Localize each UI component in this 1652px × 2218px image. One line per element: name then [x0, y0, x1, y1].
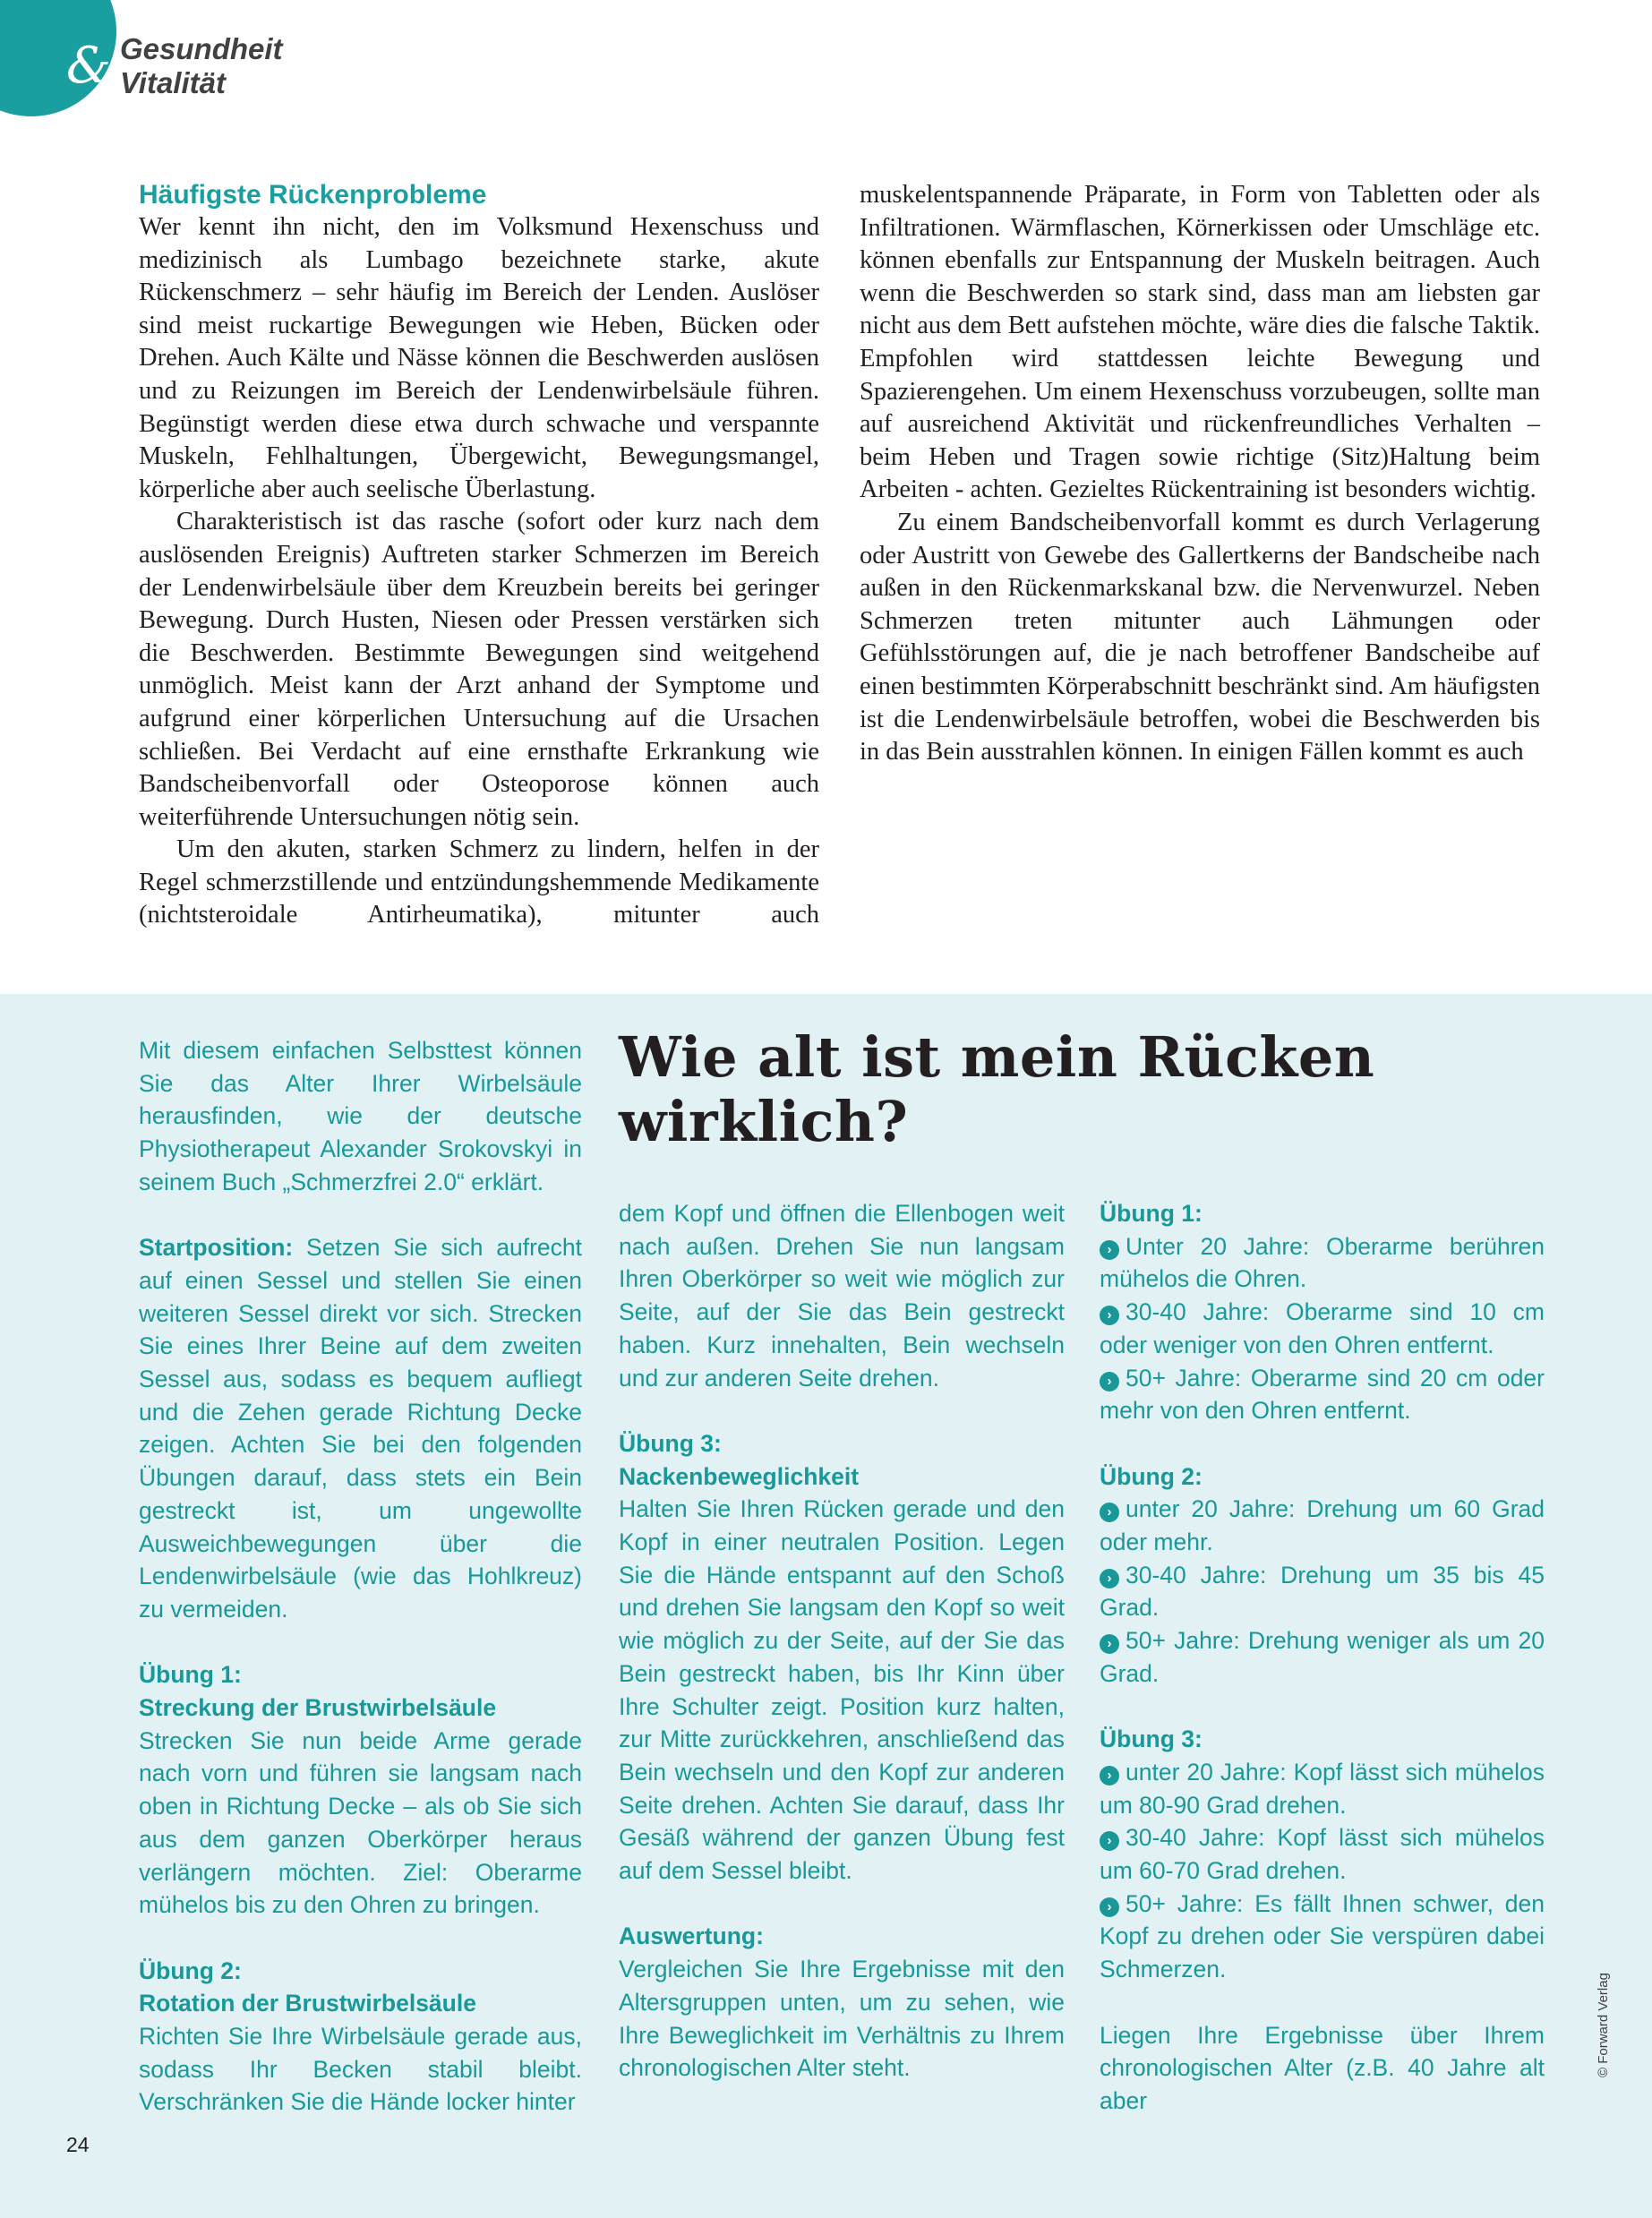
- result-item-text: 30-40 Jahre: Drehung um 35 bis 45 Grad.: [1100, 1561, 1545, 1622]
- exercise-1-text: Strecken Sie nun beide Arme gerade nach vorn und führen sie langsam nach oben in Richtung Decke – als ob Sie sich aus dem ganzen Oberkörper heraus verlängern möchten. Ziel: Oberarme mühelos bis zu den Ohren zu bringen.: [139, 1726, 582, 1919]
- start-position-text: Setzen Sie sich aufrecht auf einen Sessel und stellen Sie einen weiteren Sessel direkt vor sich. Strecken Sie eines Ihrer Beine auf dem zweiten Sessel aus, sodass es bequem aufliegt und die Zehen gerade Richtung Decke zeigen. Achten Sie bei den folgenden Übungen darauf, dass stets ein Bein gestreckt ist, um ungewollte Ausweichbewegungen über die Lendenwirbelsäule (wie das Hohlkreuz) zu vermeiden.: [139, 1234, 582, 1623]
- exercise-2-text: Richten Sie Ihre Wirbelsäule gerade aus, sodass Ihr Becken stabil bleibt. Verschränken Sie die Hände locker hinter: [139, 2023, 582, 2116]
- result-item: [1100, 1821, 1545, 1887]
- result-group: [1100, 1197, 1545, 1427]
- chevron-right-circle-icon: ›: [1100, 1306, 1119, 1325]
- chevron-right-circle-icon: ›: [1100, 1372, 1119, 1392]
- article-paragraph: Wer kennt ihn nicht, den im Volksmund Hexenschuss und medizinisch als Lumbago bezeichnete starke, akute Rückenschmerz – sehr häufig im Bereich der Lenden. Auslöser sind meist ruckartige Bewegungen wie Heben, Bücken oder Drehen. Auch Kälte und Nässe können die Beschwerden auslösen und zu Reizungen im Bereich der Lendenwirbelsäule führen. Begünstigt werden diese etwa durch schwache und verspannte Muskeln, Fehlhaltungen, Übergewicht, Bewegungsmangel, körperliche aber auch seelische Überlastung.: [139, 213, 819, 503]
- article-paragraph: Um den akuten, starken Schmerz zu lindern, helfen in der Regel schmerzstillende und entzündungshemmende Medikamente (nichtsteroidale Antirheumatika), mitunter auch muskelentspannende Präparate, in Form von Tabletten oder als Infiltrationen. Wärmflaschen, Körnerkissen oder Umschläge etc. können ebenfalls zur Entspannung der Muskeln beitragen. Auch wenn die Beschwerden so stark sind, dass man am liebsten gar nicht aus dem Bett aufstehen möchte, wäre dies die falsche Taktik. Empfohlen wird stattdessen leichte Bewegung und Spazierengehen. Um einem Hexenschuss vorzubeugen, sollte man auf ausreichend Aktivität und rückenfreundliches Verhalten – beim Heben und Tragen sowie richtige (Sitz)Haltung beim Arbeiten - achten. Gezieltes Rückentraining ist besonders wichtig.: [139, 181, 1540, 929]
- exercise-2-title: Rotation der Brustwirbelsäule: [139, 1990, 476, 2017]
- result-item: [1100, 1296, 1545, 1361]
- chevron-right-circle-icon: ›: [1100, 1634, 1119, 1654]
- result-item-text: 30-40 Jahre: Oberarme sind 10 cm oder weniger von den Ohren entfernt.: [1100, 1298, 1545, 1358]
- closing-text: Liegen Ihre Ergebnisse über Ihrem chronologischen Alter (z.B. 40 Jahre alt aber: [1100, 2021, 1545, 2114]
- result-item: [1100, 1362, 1545, 1427]
- exercise-3-title: Nackenbeweglichkeit: [619, 1462, 860, 1490]
- exercise-1-title: Streckung der Brustwirbelsäule: [139, 1694, 497, 1722]
- self-test-title: Wie alt ist mein Rücken wirklich?: [619, 1024, 1375, 1154]
- article-paragraph: Zu einem Bandscheibenvorfall kommt es durch Verlagerung oder Austritt von Gewebe des Gallertkerns der Bandscheibe nach außen in den Rückenmarkskanal bzw. die Nervenwurzel. Neben Schmerzen treten mitunter auch Lähmungen oder Gefühlsstörungen auf, die je nach betroffener Bandscheibe auf einen bestimmten Körperabschnitt beschränkt sind. Am häufigsten ist die Lendenwirbelsäule betroffen, wobei die Beschwerden bis in das Bein ausstrahlen können. In einigen Fällen kommt es auch: [860, 508, 1540, 766]
- start-position: [139, 1231, 582, 1625]
- exercise-1-label: Übung 1:: [139, 1661, 242, 1689]
- copyright-notice: © Forward Verlag: [1596, 1973, 1611, 2077]
- result-group: [1100, 1723, 1545, 1986]
- result-group-label: Übung 1:: [1100, 1200, 1203, 1227]
- self-test-column-3: [1100, 1197, 1545, 2118]
- result-item: [1100, 1559, 1545, 1624]
- result-item-text: unter 20 Jahre: Drehung um 60 Grad oder mehr.: [1100, 1495, 1545, 1556]
- exercise-3: [619, 1427, 1065, 1888]
- exercise-2-label: Übung 2:: [139, 1957, 242, 1984]
- chevron-right-circle-icon: ›: [1100, 1503, 1119, 1522]
- exercise-2-continued: dem Kopf und öffnen die Ellenbogen weit nach außen. Drehen Sie nun langsam Ihren Oberkörper so weit wie möglich zur Seite, auf der Sie das Bein gestreckt haben. Kurz innehalten, Bein wechseln und zur anderen Seite drehen.: [619, 1200, 1065, 1392]
- chevron-right-circle-icon: ›: [1100, 1240, 1119, 1260]
- exercise-3-text: Halten Sie Ihren Rücken gerade und den Kopf in einer neutralen Position. Legen Sie die Hände entspannt auf den Schoß und drehen Sie langsam den Kopf so weit wie möglich zu der Seite, auf der Sie das Bein gestreckt haben, bis Ihr Kinn über Ihre Schulter zeigt. Position kurz halten, zur Mitte zurückkehren, anschließend das Bein wechseln und den Kopf zur anderen Seite drehen. Achten Sie darauf, dass Ihr Gesäß während der ganzen Übung fest auf dem Sessel bleibt.: [619, 1495, 1065, 1885]
- result-item-text: Unter 20 Jahre: Oberarme berühren mühelos die Ohren.: [1100, 1232, 1545, 1293]
- self-test-column-1: [139, 1034, 582, 2119]
- evaluation-label: Auswertung:: [619, 1923, 764, 1950]
- result-item-text: 50+ Jahre: Drehung weniger als um 20 Grad.: [1100, 1627, 1545, 1687]
- result-item: [1100, 1230, 1545, 1296]
- exercise-3-label: Übung 3:: [619, 1429, 722, 1457]
- article-heading: Häufigste Rückenprobleme: [139, 180, 487, 210]
- article-paragraph: Charakteristisch ist das rasche (sofort oder kurz nach dem auslösenden Ereignis) Auftreten starker Schmerzen im Bereich der Lendenwirbelsäule über dem Kreuzbein bereits bei geringer Bewegung. Durch Husten, Niesen oder Pressen verstärken sich die Beschwerden. Bestimmte Bewegungen sind weitgehend unmöglich. Meist kann der Arzt anhand der Symptome und aufgrund einer körperlichen Untersuchung auf die Ursachen schließen. Bei Verdacht auf eine ernsthafte Erkrankung wie Bandscheibenvorfall oder Osteoporose können auch weiterführende Untersuchungen nötig sein.: [139, 508, 819, 831]
- chevron-right-circle-icon: ›: [1100, 1831, 1119, 1851]
- result-item-text: 30-40 Jahre: Kopf lässt sich mühelos um 60-70 Grad drehen.: [1100, 1824, 1545, 1885]
- result-item-text: unter 20 Jahre: Kopf lässt sich mühelos um 80-90 Grad drehen.: [1100, 1758, 1545, 1819]
- exercise-1: [139, 1658, 582, 1922]
- article-body: [139, 179, 1540, 940]
- result-item: [1100, 1756, 1545, 1821]
- evaluation: [619, 1920, 1065, 2085]
- result-item-text: 50+ Jahre: Es fällt Ihnen schwer, den Kopf zu drehen oder Sie verspüren dabei Schmerzen.: [1100, 1889, 1545, 1983]
- start-position-label: Startposition:: [139, 1234, 294, 1262]
- chevron-right-circle-icon: ›: [1100, 1897, 1119, 1917]
- self-test-column-2: [619, 1197, 1065, 2085]
- result-item: [1100, 1493, 1545, 1558]
- exercise-2: [139, 1955, 582, 2120]
- chevron-right-circle-icon: ›: [1100, 1766, 1119, 1786]
- result-group-label: Übung 2:: [1100, 1462, 1203, 1490]
- result-item: [1100, 1888, 1545, 1986]
- evaluation-text: Vergleichen Sie Ihre Ergebnisse mit den Altersgruppen unten, um zu sehen, wie Ihre Beweglichkeit im Verhältnis zu Ihrem chronologischen Alter steht.: [619, 1956, 1065, 2082]
- result-item-text: 50+ Jahre: Oberarme sind 20 cm oder mehr von den Ohren entfernt.: [1100, 1364, 1545, 1425]
- page-number: 24: [66, 2133, 90, 2156]
- section-label-line-1: Gesundheit: [120, 32, 283, 65]
- section-label: [120, 32, 283, 100]
- brand-ampersand: &: [66, 37, 111, 95]
- result-group-label: Übung 3:: [1100, 1726, 1203, 1753]
- chevron-right-circle-icon: ›: [1100, 1569, 1119, 1589]
- result-group: [1100, 1460, 1545, 1691]
- result-item: [1100, 1624, 1545, 1690]
- intro-text: Mit diesem einfachen Selbsttest können Sie das Alter Ihrer Wirbelsäule herausfinden, wie der deutsche Physiotherapeut Alexander Srokovskyi in seinem Buch „Schmerzfrei 2.0“ erklärt.: [139, 1037, 582, 1195]
- section-label-line-2: Vitalität: [120, 66, 226, 99]
